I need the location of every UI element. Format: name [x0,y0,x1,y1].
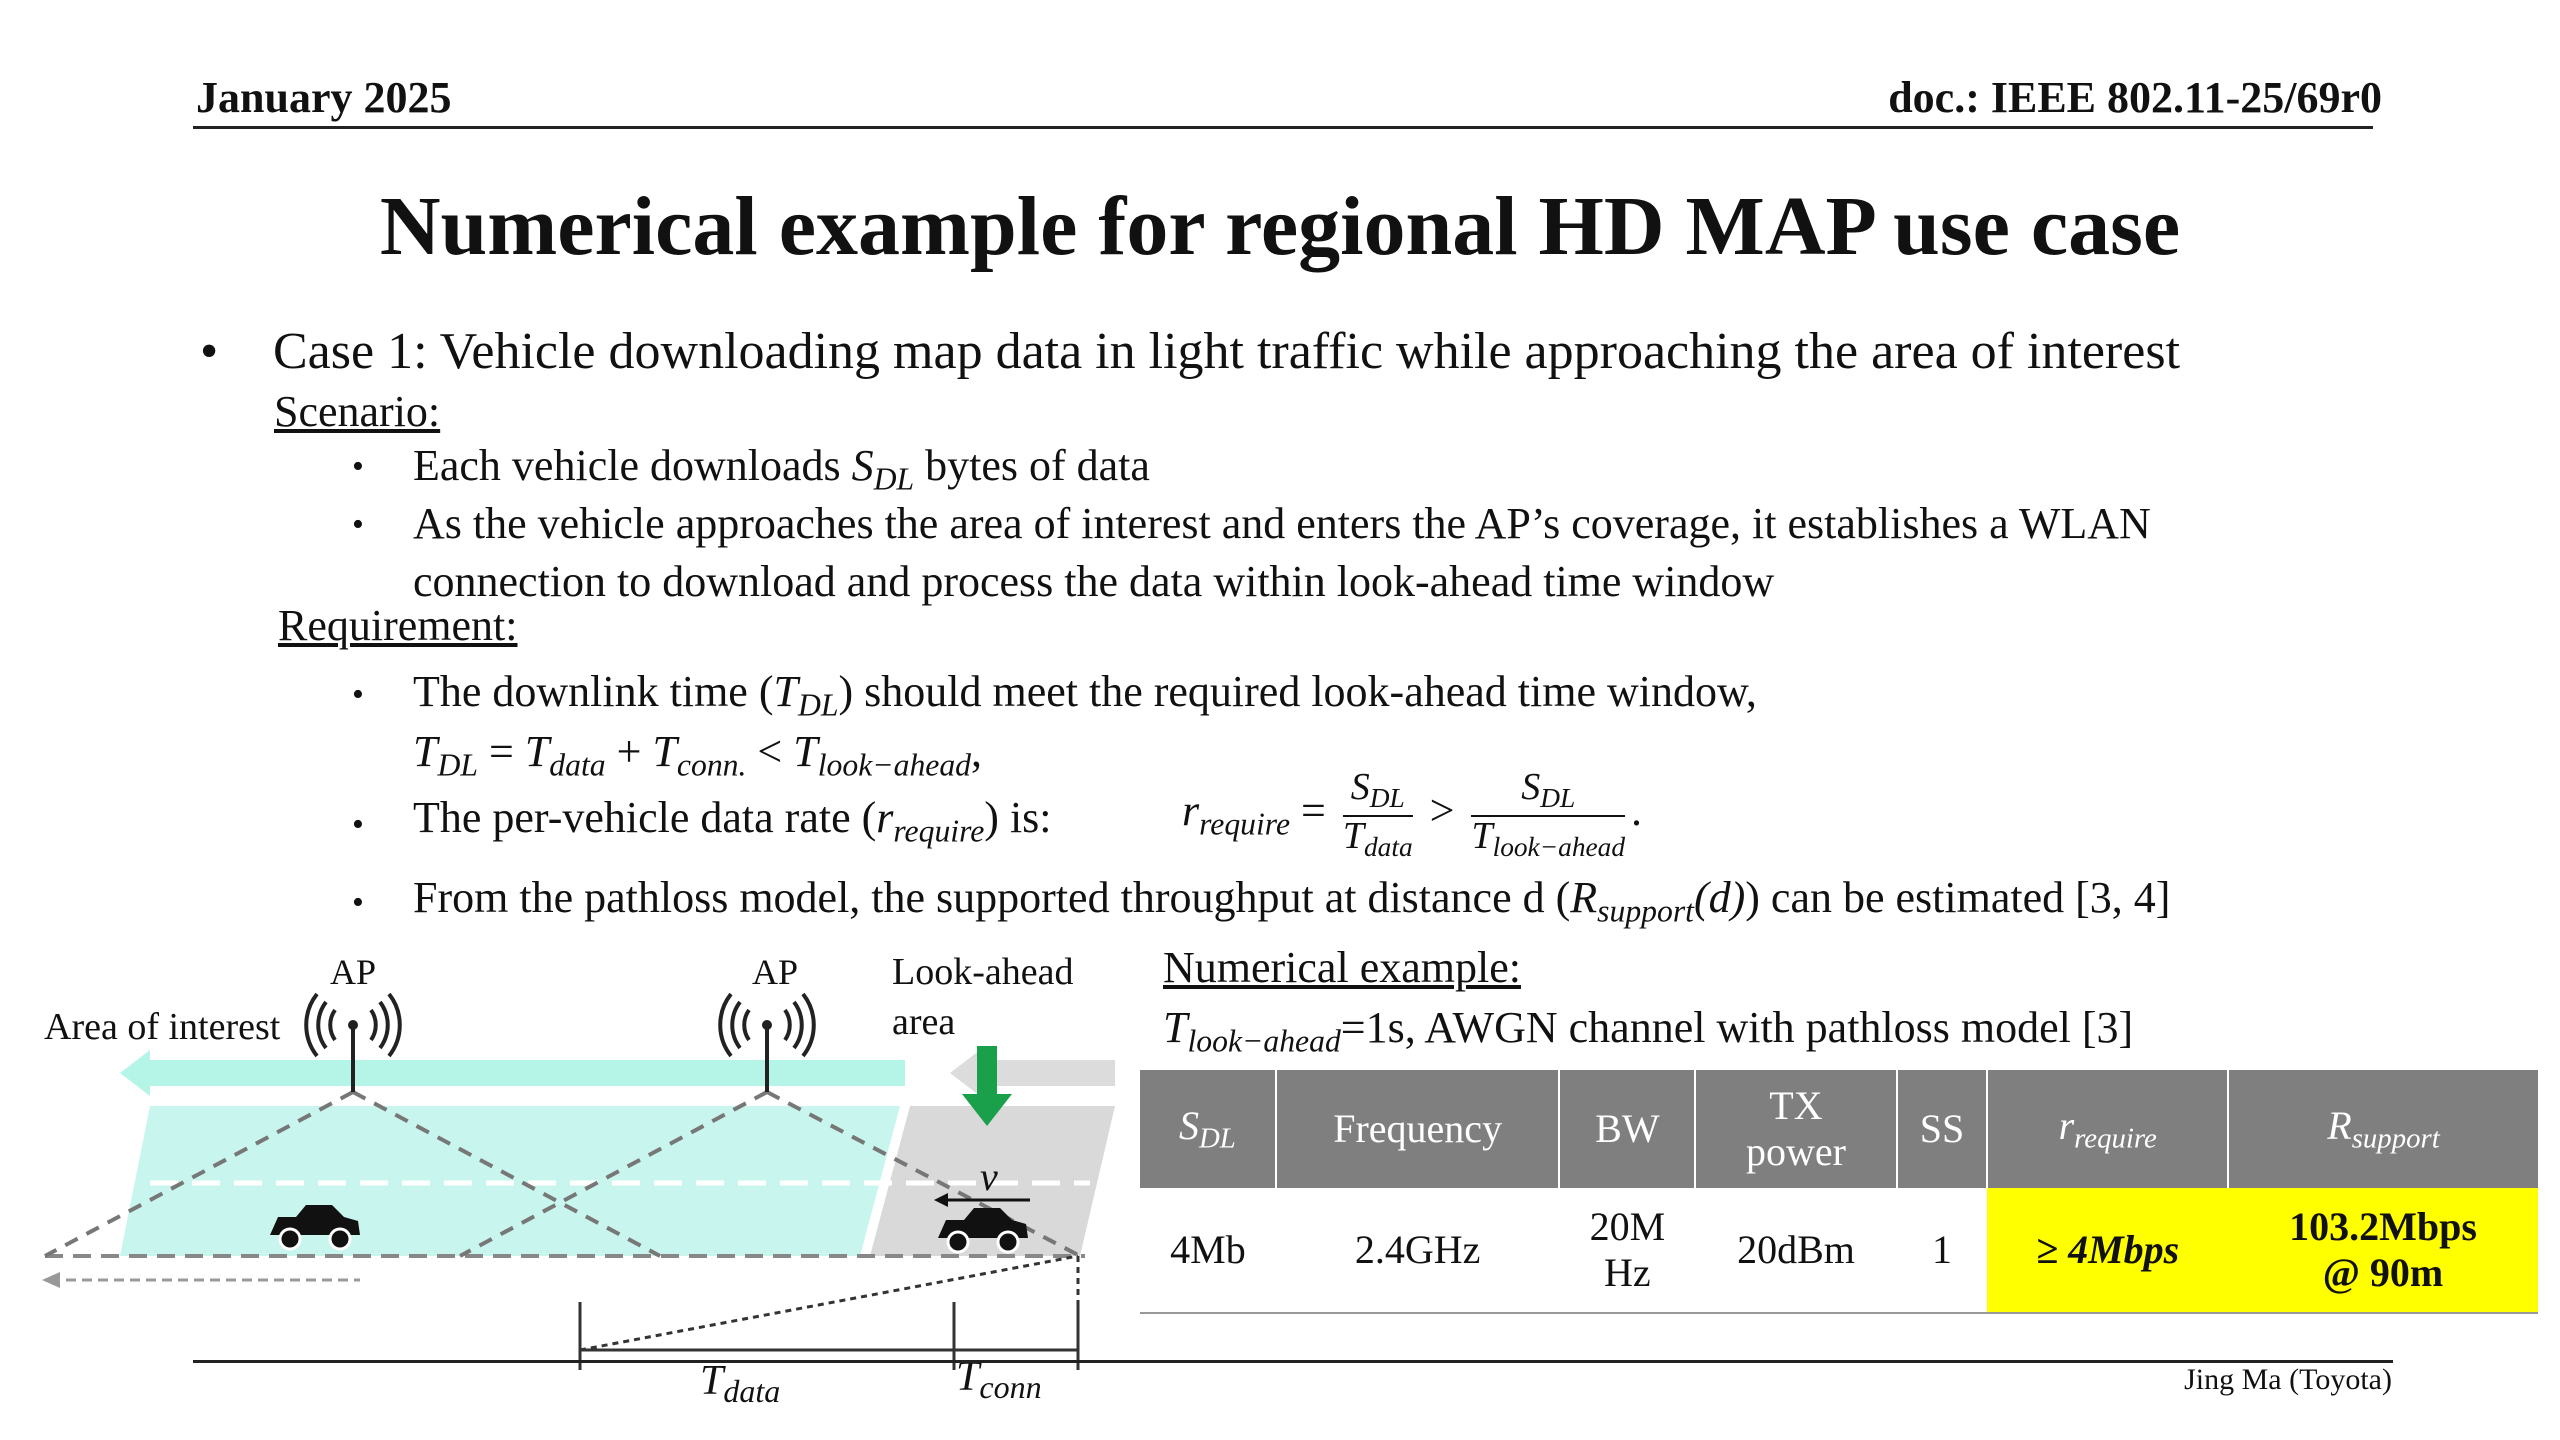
requirement-item-3: From the pathloss model, the supported throughput at distance d $(R_{support}(d))$ can be estimated [3, 4] [413,873,2171,929]
col-header-r-support: $R_{support}$ [2228,1070,2538,1188]
requirement-item-2: The per-vehicle data rate $(r_{require})$ is: [413,793,1052,849]
col-header-tx-power: TX power [1695,1070,1896,1188]
lookahead-label-line-2: area [892,1001,956,1043]
numerical-example-condition: $T_{look-ahead}=1s$, AWGN channel with pathloss model [3] [1163,1003,2134,1059]
case-bullet: • [200,323,219,380]
table-header-row [1140,1070,2538,1188]
bullet: • [352,806,364,843]
ap-label: AP [751,952,799,992]
cell-bw: 20M Hz [1559,1188,1695,1313]
requirement-item-1: The downlink time $(T_{DL})$ should meet the required look-ahead time window, [413,667,1757,723]
distance-arrow-head [42,1272,60,1288]
col-header-r-require: $r_{require}$ [1987,1070,2228,1188]
downlink-time-equation: $T_{DL} = T_{data} + T_{conn.} < T_{look-ahead}$, [413,727,983,783]
scenario-item-2-line-1: As the vehicle approaches the area of interest and enters the AP’s coverage, it establishes a WLAN [413,499,2151,548]
scenario-item-2-line-2: connection to download and process the data within look-ahead time window [413,557,1775,606]
ap-label: AP [329,952,377,992]
cell-r-require: ≥ 4Mbps [1987,1188,2228,1313]
col-header-ss: SS [1897,1070,1988,1188]
header-rule [193,126,2373,129]
bullet: • [352,448,364,485]
velocity-label: v [980,1154,998,1199]
col-header-bw: BW [1559,1070,1695,1188]
cell-tx-power: 20dBm [1695,1188,1896,1313]
requirement-heading: Requirement: [278,601,518,650]
area-of-interest-label: Area of interest [44,1006,281,1048]
data-rate-equation: $r_{require}$ = $\frac{S_{DL}}{T_{data}}$ > $\frac{S_{DL}}{T_{look-ahead}}$ . [1182,766,1643,863]
lookahead-label-line-1: Look-ahead [892,951,1074,993]
bullet: • [352,884,364,921]
lookahead-direction-arrow [950,1050,1115,1096]
travel-direction-arrow [120,1050,905,1096]
scenario-item-1: Each vehicle downloads $S_{DL}$ bytes of data [413,441,1150,497]
slide-title: Numerical example for regional HD MAP use case [379,180,2181,273]
cell-r-support: 103.2Mbps @ 90m [2228,1188,2538,1313]
header-doc-id: doc.: IEEE 802.11-25/69r0 [1888,73,2382,122]
coverage-diagram [30,950,1140,1430]
cell-frequency: 2.4GHz [1276,1188,1560,1313]
footer-rule [193,1360,2393,1363]
cell-sdl: 4Mb [1140,1188,1276,1313]
scenario-heading: Scenario: [274,387,441,436]
timeline-brackets [580,1256,1078,1370]
numerical-example-heading: Numerical example: [1163,943,1521,992]
parameter-table [1140,1070,2538,1314]
t-data-label: Tdata [700,1358,781,1409]
bullet: • [352,506,364,543]
col-header-sdl: $S_{DL}$ [1140,1070,1276,1188]
header-date: January 2025 [196,73,452,122]
col-header-frequency: Frequency [1276,1070,1560,1188]
cell-ss: 1 [1897,1188,1988,1313]
bullet: • [352,676,364,713]
table-row [1140,1188,2538,1313]
down-arrow-shaft [977,1046,997,1096]
footer-author: Jing Ma (Toyota) [2184,1363,2392,1396]
t-conn-label: Tconn [956,1354,1042,1405]
case-1-text: Case 1: Vehicle downloading map data in light traffic while approaching the area of interest [273,323,2181,380]
